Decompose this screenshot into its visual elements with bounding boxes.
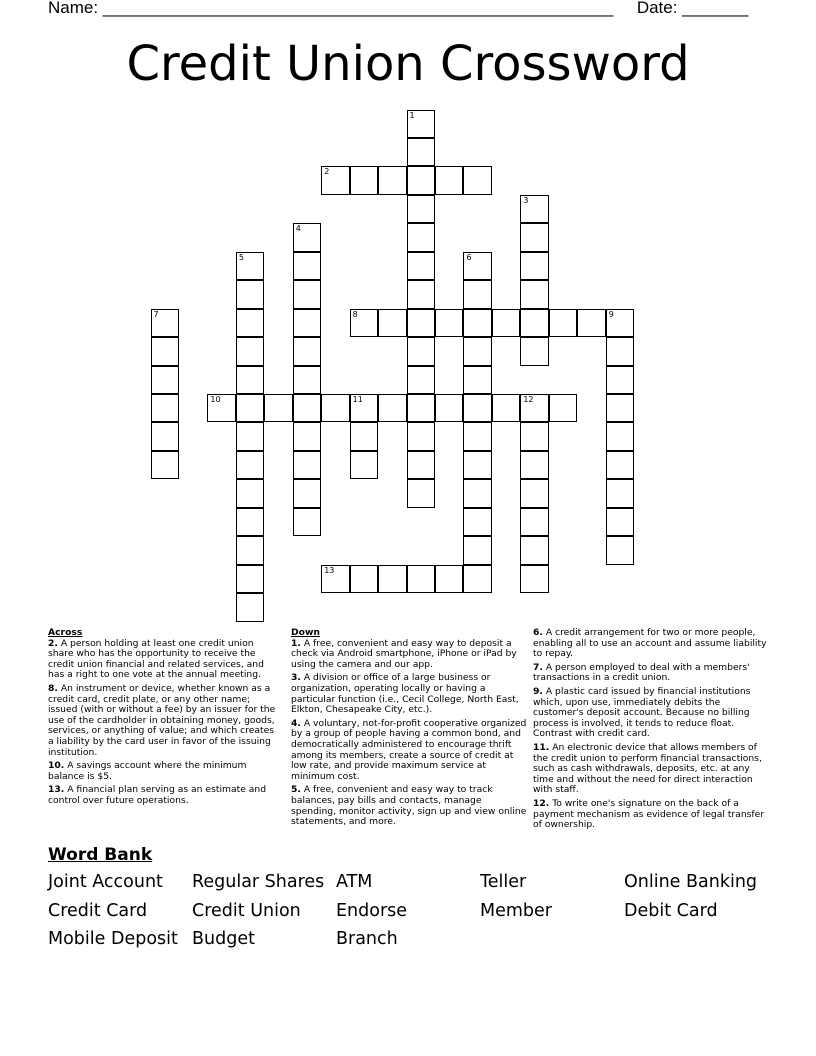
crossword-cell[interactable] (606, 309, 634, 337)
clue-text: A free, convenient and easy way to track balances, pay bills and contacts, manage spending, monitor activity, sign up and view online statements, and more. (291, 784, 527, 828)
crossword-cell[interactable] (606, 508, 634, 536)
crossword-cell[interactable] (350, 422, 378, 450)
clue-text: An electronic device that allows members of the credit union to perform financial transactions, such as cash withdrawals, deposits, etc. at any time and without the need for direct interaction with staff. (533, 741, 762, 796)
crossword-cell[interactable] (151, 366, 179, 394)
crossword-cell[interactable] (606, 479, 634, 507)
crossword-cell[interactable] (321, 166, 349, 194)
crossword-cell[interactable] (606, 366, 634, 394)
crossword-cell[interactable] (520, 536, 548, 564)
crossword-cell[interactable] (407, 138, 435, 166)
crossword-cell[interactable] (236, 593, 264, 621)
crossword-cell[interactable] (293, 337, 321, 365)
clue-number: 8. (48, 682, 58, 694)
crossword-cell[interactable] (236, 309, 264, 337)
crossword-cell[interactable] (520, 451, 548, 479)
crossword-cell[interactable] (435, 394, 463, 422)
crossword-cell[interactable] (435, 166, 463, 194)
crossword-cell[interactable] (321, 565, 349, 593)
clue-number: 5. (291, 784, 301, 796)
clue-text: A financial plan serving as an estimate and control over future operations. (48, 784, 267, 806)
word-bank-word: Joint Account (48, 872, 163, 892)
word-bank-word: Online Banking (624, 872, 758, 892)
clue-text: A plastic card issued by financial institutions which, upon use, immediately debits the customer's deposit account. Because no billing process is involved, it tends to reduce float. Contrast with credit card. (533, 685, 751, 740)
crossword-cell[interactable] (293, 479, 321, 507)
crossword-cell[interactable] (236, 565, 264, 593)
word-bank-title: Word Bank (48, 845, 153, 865)
crossword-cell[interactable] (463, 394, 491, 422)
crossword-cell[interactable] (407, 422, 435, 450)
crossword-cell[interactable] (549, 394, 577, 422)
clue-number-label: 6 (466, 252, 472, 262)
crossword-cell[interactable] (293, 422, 321, 450)
clue-number-label: 1 (409, 110, 415, 120)
clue-text: A person holding at least one credit union share who has the opportunity to receive the credit union financial and related services, and has a right to one vote at the annual meeting. (48, 637, 264, 681)
crossword-cell[interactable] (407, 565, 435, 593)
crossword-cell[interactable] (407, 394, 435, 422)
crossword-cell[interactable] (435, 309, 463, 337)
crossword-cell[interactable] (293, 508, 321, 536)
clue-number: 12. (533, 797, 550, 809)
date-field[interactable]: Date: _______ (636, 0, 749, 17)
crossword-cell[interactable] (236, 422, 264, 450)
crossword-cell[interactable] (407, 479, 435, 507)
crossword-cell[interactable] (463, 252, 491, 280)
across-clues (48, 628, 280, 810)
crossword-cell[interactable] (520, 508, 548, 536)
crossword-cell[interactable] (549, 309, 577, 337)
crossword-cell[interactable] (492, 394, 520, 422)
word-bank-word: Endorse (336, 900, 408, 921)
crossword-cell[interactable] (293, 366, 321, 394)
word-bank-word: Member (480, 900, 552, 921)
crossword-cell[interactable] (463, 166, 491, 194)
crossword-cell[interactable] (520, 422, 548, 450)
clue-number-label: 2 (324, 167, 330, 177)
crossword-cell[interactable] (463, 451, 491, 479)
clue-number-label: 4 (295, 224, 301, 234)
clue-number: 9. (533, 685, 543, 697)
crossword-cell[interactable] (207, 394, 235, 422)
crossword-cell[interactable] (151, 394, 179, 422)
clue-item (291, 673, 527, 715)
clue-item (291, 719, 527, 783)
crossword-cell[interactable] (463, 536, 491, 564)
crossword-cell[interactable] (236, 337, 264, 365)
crossword-cell[interactable] (236, 394, 264, 422)
crossword-cell[interactable] (378, 565, 406, 593)
clue-item (533, 743, 769, 796)
clue-item (291, 639, 527, 671)
crossword-cell[interactable] (293, 394, 321, 422)
clue-item (48, 785, 280, 806)
clue-text: A savings account where the minimum balance is $5. (48, 760, 247, 782)
crossword-cell[interactable] (520, 252, 548, 280)
crossword-cell[interactable] (151, 337, 179, 365)
clue-item (291, 785, 527, 827)
crossword-cell[interactable] (520, 280, 548, 308)
crossword-cell[interactable] (407, 166, 435, 194)
crossword-cell[interactable] (606, 337, 634, 365)
clue-number: 6. (533, 627, 543, 638)
crossword-cell[interactable] (463, 309, 491, 337)
crossword-cell[interactable] (463, 280, 491, 308)
word-bank-word: ATM (336, 872, 373, 892)
word-bank-word: Budget (192, 929, 255, 949)
crossword-cell[interactable] (236, 366, 264, 394)
clue-number: 4. (291, 717, 301, 729)
crossword-cell[interactable] (407, 110, 435, 138)
crossword-cell[interactable] (407, 223, 435, 251)
word-bank (48, 872, 788, 958)
clue-number-label: 8 (352, 309, 358, 319)
crossword-cell[interactable] (236, 451, 264, 479)
word-bank-word: Regular Shares (192, 872, 325, 892)
clue-number-label: 7 (153, 309, 159, 319)
crossword-cell[interactable] (321, 394, 349, 422)
page-title: Credit Union Crossword (126, 36, 690, 92)
crossword-cell[interactable] (293, 252, 321, 280)
down-clues (291, 628, 527, 831)
crossword-cell[interactable] (463, 508, 491, 536)
clue-item (533, 628, 769, 660)
crossword-cell[interactable] (520, 223, 548, 251)
crossword-cell[interactable] (151, 422, 179, 450)
clue-item (533, 799, 769, 831)
crossword-cell[interactable] (151, 451, 179, 479)
crossword-cell[interactable] (378, 394, 406, 422)
down-clues-continued (533, 628, 769, 834)
word-bank-word: Credit Card (48, 900, 148, 921)
crossword-cell[interactable] (293, 309, 321, 337)
crossword-cell[interactable] (236, 536, 264, 564)
crossword-cell[interactable] (520, 394, 548, 422)
clue-number: 1. (291, 637, 301, 649)
clue-text: A person employed to deal with a members' transactions in a credit union. (533, 661, 750, 684)
crossword-cell[interactable] (407, 252, 435, 280)
crossword-cell[interactable] (350, 565, 378, 593)
word-bank-word: Mobile Deposit (48, 929, 178, 949)
crossword-cell[interactable] (378, 309, 406, 337)
clue-item (533, 687, 769, 740)
crossword-cell[interactable] (520, 309, 548, 337)
crossword-cell[interactable] (492, 309, 520, 337)
clue-text: A credit arrangement for two or more people, enabling all to use an account and assume liability to repay. (533, 627, 767, 660)
crossword-cell[interactable] (606, 422, 634, 450)
clue-text: An instrument or device, whether known as a credit card, credit plate, or any other name; issued (with or without a fee) by an issuer for the use of the cardholder in obtaining money, goods, services, or anything of value; and which creates a liability by the card user in favor of the issuing institution. (48, 682, 276, 758)
crossword-cell[interactable] (463, 366, 491, 394)
clue-number-label: 3 (523, 195, 529, 205)
crossword-cell[interactable] (378, 166, 406, 194)
word-bank-word: Branch (336, 929, 398, 949)
crossword-cell[interactable] (236, 479, 264, 507)
crossword-cell[interactable] (407, 195, 435, 223)
clue-number-label: 11 (352, 395, 363, 404)
crossword-cell[interactable] (606, 394, 634, 422)
crossword-cell[interactable] (350, 451, 378, 479)
crossword-cell[interactable] (606, 536, 634, 564)
crossword-cell[interactable] (520, 565, 548, 593)
name-field[interactable]: Name: ______________________________________________________ (48, 0, 614, 17)
down-heading: Down (291, 627, 320, 638)
crossword-cell[interactable] (606, 451, 634, 479)
word-bank-word: Debit Card (624, 900, 718, 921)
crossword-cell[interactable] (520, 195, 548, 223)
crossword-cell[interactable] (577, 309, 605, 337)
clue-number-label: 10 (210, 395, 221, 404)
crossword-cell[interactable] (350, 309, 378, 337)
crossword-cell[interactable] (407, 337, 435, 365)
crossword-cell[interactable] (407, 309, 435, 337)
crossword-cell[interactable] (350, 394, 378, 422)
across-heading: Across (48, 627, 83, 638)
clue-item (48, 639, 280, 681)
clue-text: A voluntary, not-for-profit cooperative organized by a group of people having a common bond, and democratically administered to encourage thrift among its members, create a source of credit at low rate, and provide maximum service at minimum cost. (291, 717, 527, 782)
crossword-cell[interactable] (293, 451, 321, 479)
crossword-cell[interactable] (520, 337, 548, 365)
clue-number-label: 9 (608, 309, 614, 319)
crossword-cell[interactable] (350, 166, 378, 194)
word-bank-word: Teller (480, 872, 527, 892)
clue-number-label: 5 (238, 252, 244, 262)
crossword-cell[interactable] (435, 565, 463, 593)
crossword-cell[interactable] (293, 223, 321, 251)
clue-number: 13. (48, 784, 65, 796)
clue-item (48, 761, 280, 782)
clue-text: A division or office of a large business or organization, operating locally or having a particular function (i.e., Cecil College, North East, Elkton, Chesapeake City, etc.). (291, 672, 519, 716)
clue-number: 2. (48, 637, 58, 649)
crossword-cell[interactable] (463, 337, 491, 365)
crossword-cell[interactable] (407, 366, 435, 394)
clue-number-label: 13 (324, 565, 335, 575)
clue-text: To write one's signature on the back of a payment mechanism as evidence of legal transfer of ownership. (533, 797, 765, 831)
crossword-cell[interactable] (151, 309, 179, 337)
crossword-cell[interactable] (236, 280, 264, 308)
crossword-cell[interactable] (463, 565, 491, 593)
clue-item (48, 684, 280, 758)
clue-item (533, 663, 769, 684)
clue-number: 11. (533, 741, 550, 753)
clue-number-label: 12 (523, 395, 534, 404)
word-bank-word: Credit Union (192, 900, 301, 921)
crossword-cell[interactable] (264, 394, 292, 422)
crossword-cell[interactable] (463, 422, 491, 450)
crossword-cell[interactable] (236, 508, 264, 536)
crossword-cell[interactable] (293, 280, 321, 308)
crossword-cell[interactable] (407, 280, 435, 308)
clue-number: 10. (48, 760, 65, 772)
clue-number: 3. (291, 672, 301, 684)
crossword-cell[interactable] (463, 479, 491, 507)
crossword-cell[interactable] (236, 252, 264, 280)
clue-text: A free, convenient and easy way to deposit a check via Android smartphone, iPhone or iPad by using the camera and our app. (291, 637, 517, 670)
crossword-cell[interactable] (407, 451, 435, 479)
crossword-cell[interactable] (520, 479, 548, 507)
clue-number: 7. (533, 661, 543, 673)
